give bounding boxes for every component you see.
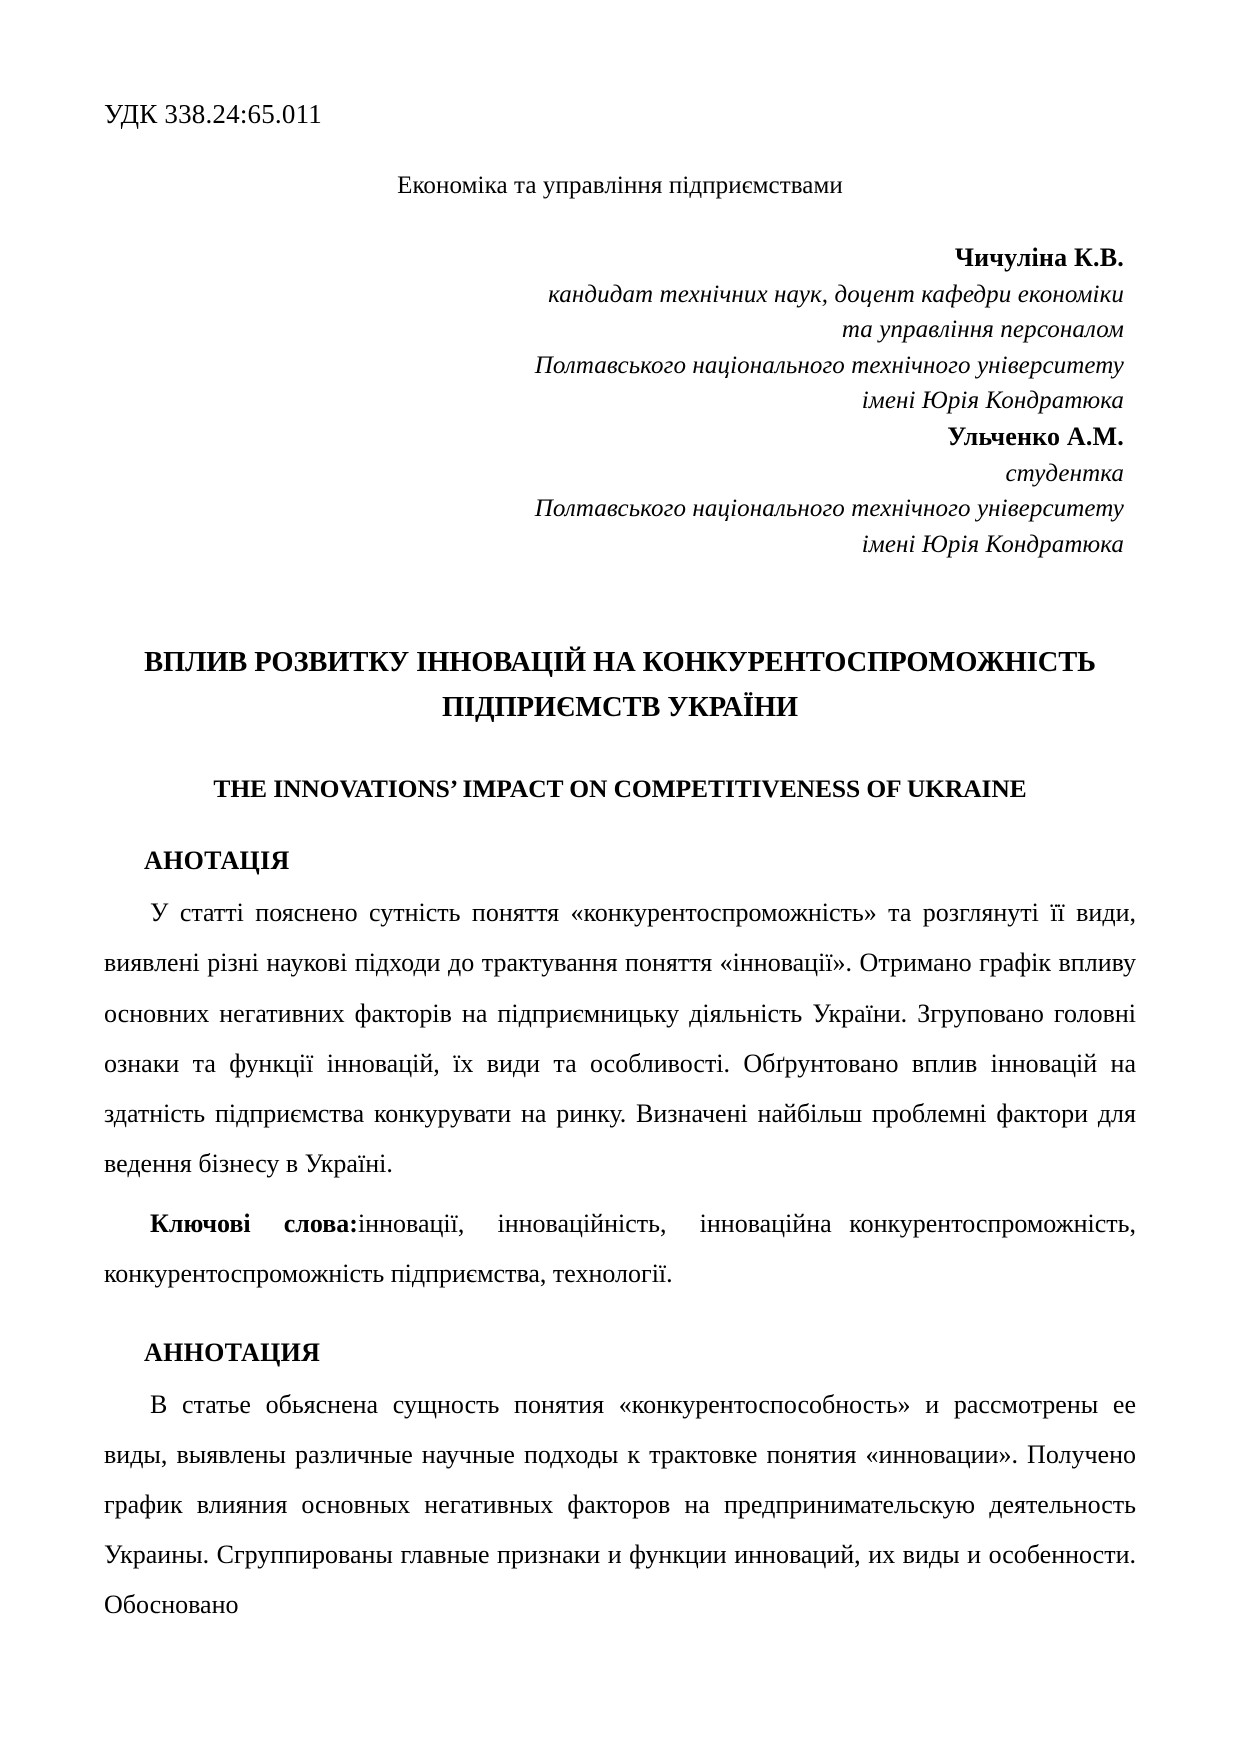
author-affiliation-2-line-3: імені Юрія Кондратюка: [861, 530, 1124, 558]
abstract-heading-ru: АННОТАЦИЯ: [144, 1337, 321, 1367]
keywords-values-ua-line-1: інновації, інноваційність, інноваційна: [357, 1209, 832, 1239]
keywords-label-ua: Ключові слова:: [150, 1209, 358, 1239]
article-title-en: THE INNOVATIONS’ IMPACT ON COMPETITIVENESS OF UKRAINE: [213, 774, 1027, 804]
author-name-2: Ульченко А.М.: [947, 421, 1124, 451]
keywords-paragraph-ua: [104, 1199, 1136, 1299]
author-affiliation-1-line-4: імені Юрія Кондратюка: [861, 387, 1124, 415]
abstract-text-ru: В статье обьяснена сущность понятия «конкурентоспособность» и рассмотрены ее виды, выявлены различные научные подходы к трактовке понятия «инновации». Получено график влияния основных негативных факторов на предпринимательскую деятельность Украины. Сгруппированы главные признаки и функции инноваций, их виды и особенности. Обосновано: [104, 1389, 1136, 1620]
author-affiliation-2-line-2: Полтавського національного технічного університету: [534, 495, 1124, 522]
author-affiliation-2-line-1: студентка: [1005, 459, 1124, 487]
keywords-values-ua-line-2: конкурентоспроможність, конкурентоспроможність підприємства, технології.: [104, 1209, 1137, 1289]
udk-code: УДК 338.24:65.011: [104, 99, 322, 129]
journal-section-title: Економіка та управління підприємствами: [397, 171, 843, 199]
article-title-ua-line-1: ВПЛИВ РОЗВИТКУ ІННОВАЦІЙ НА КОНКУРЕНТОСПРОМОЖНІСТЬ: [144, 647, 1096, 678]
author-affiliation-1-line-1: кандидат технічних наук, доцент кафедри економіки: [548, 280, 1124, 308]
author-affiliation-1-line-3: Полтавського національного технічного університету: [534, 351, 1124, 379]
article-title-ua-line-2: ПІДПРИЄМСТВ УКРАЇНИ: [441, 692, 799, 724]
abstract-heading-ua: АНОТАЦІЯ: [144, 846, 290, 876]
author-affiliation-1-line-2: та управління персоналом: [841, 316, 1124, 344]
title-block: [104, 640, 1136, 808]
author-name-1: Чичуліна К.В.: [954, 242, 1124, 272]
abstract-text-ua: У статті пояснено сутність поняття «конкурентоспроможність» та розглянуті її види, виявлені різні наукові підходи до трактування поняття «інновації». Отримано графік впливу основних негативних факторів на підприємницьку діяльність України. Згруповано головні ознаки та функції інновацій, їх види та особливості. Обґрунтовано вплив інновацій на здатність підприємства конкурувати на ринку. Визначені найбільш проблемні фактори для ведення бізнесу в Україні.: [104, 898, 1136, 1179]
author-block: [104, 240, 1124, 562]
